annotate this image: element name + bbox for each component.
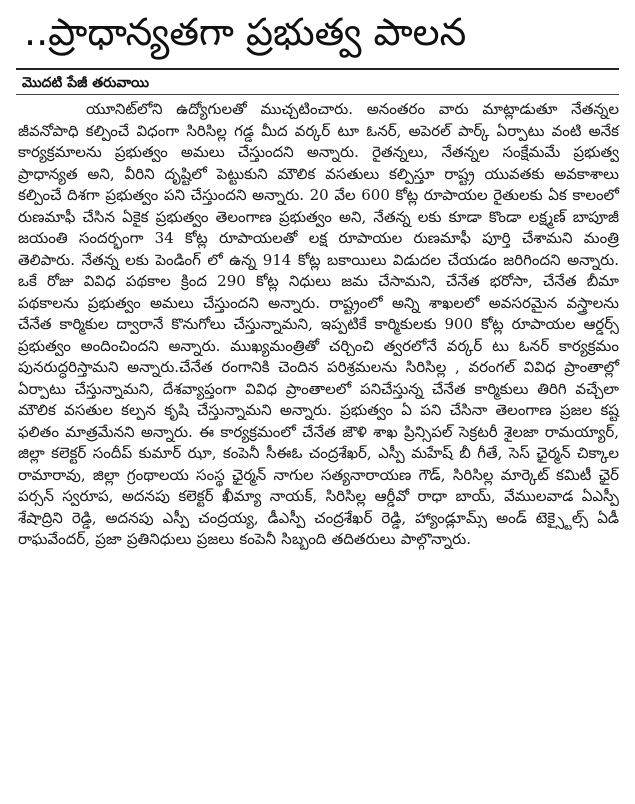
headline-divider <box>16 68 619 70</box>
article-body: యూనిట్‌లోని ఉద్యోగులతో ముచ్చటించారు. అనంతరం వారు మాట్లాడుతూ నేతన్నల జీవనోపాధి కల్పించే విధంగా సిరిసిల్ల గడ్డ మీద వర్కర్ టూ ఓనర్, అపెరల్ పార్క్ ఏర్పాటు వంటి అనేక కార్యక్రమాలను ప్రభుత్వం అమలు చేస్తుందని అన్నారు. రైతన్నలు, నేతన్నల సంక్షేమమే ప్రభుత్వ ప్రాధాన్యత అని, వీరిని దృష్టిలో పెట్టుకుని మౌలిక వసతులు కల్పిస్తూ రాష్ట్ర యువతకు అవకాశాలు కల్పించే దిశగా ప్రభుత్వం పని చేస్తుందని అన్నారు. 20 వేల 600 కోట్ల రూపాయల రైతులకు ఏక కాలంలో రుణమాఫీ చేసిన ఏకైక ప్రభుత్వం తెలంగాణ ప్రభుత్వం అని, నేతన్న లకు కూడా కొండా లక్ష్మణ్ బాపూజీ జయంతి సందర్భంగా 34 కోట్ల రూపాయలతో లక్ష రూపాయల రుణమాఫీ పూర్తి చేశామని మంత్రి తెలిపారు. నేతన్న లకు పెండింగ్ లో ఉన్న 914 కోట్ల బకాయిలు విడుదల చేయడం జరిగిందని అన్నారు. ఒకే రోజు వివిధ పథకాల క్రింద 290 కోట్ల నిధులు జమ చేసామని, చేనేత భరోసా, చేనేత బీమా పథకాలను ప్రభుత్వం అమలు చేస్తుందని అన్నారు. రాష్ట్రంలో అన్ని శాఖలలో అవసరమైన వస్త్రాలను చేనేత కార్మికుల ద్వారానే కొనుగోలు చేస్తున్నామని, ఇప్పటికే కార్మికులకు 900 కోట్ల రూపాయల ఆర్డర్స్ ప్రభుత్వం అందించిందని అన్నారు. ముఖ్యమంత్రితో చర్చించి త్వరలోనే వర్కర్ టు ఓనర్ కార్యక్రమం పునరుద్ధరిస్తామని అన్నారు.చేనేత రంగానికి చెందిన పరిశ్రమలను సిరిసిల్ల , వరంగల్ వివిధ ప్రాంతాల్లో ఏర్పాటు చేస్తున్నామని, దేశవ్యాప్తంగా వివిధ ప్రాంతాలలో పనిచేస్తున్న చేనేత కార్మికులు తిరిగి వచ్చేలా మౌలిక వసతుల కల్పన కృషి చేస్తున్నామని అన్నారు. ప్రభుత్వం ఏ పని చేసినా తెలంగాణ ప్రజల కష్ట ఫలితం మాత్రమేనని అన్నారు. ఈ కార్యక్రమంలో చేనేత జౌళి శాఖ ప్రిన్సిపల్ సెక్రటరీ శైలజా రామయ్యార్, జిల్లా కలెక్టర్ సందీప్ కుమార్ ఝా, కంపెనీ సీఈఓ చంద్రశేఖర్, ఎస్పీ మహేష్ బీ గీతే, సెస్ ఛైర్మన్ చిక్కాల రామారావు, జిల్లా గ్రంథాలయ సంస్థ ఛైర్మన్ నాగుల సత్యనారాయణ గౌడ్, సిరిసిల్ల మార్కెట్ కమిటీ ఛైర్ పర్సన్ స్వరూప, అదనపు కలెక్టర్ ఖీమ్యా నాయక్, సిరిసిల్ల ఆర్డీవో రాధా బాయ్, వేములవాడ ఏఎస్పీ శేషాద్రిని రెడ్డి, అదనపు ఎస్పీ చంద్రయ్య, డీఎస్పీ చంద్రశేఖర్ రెడ్డి, హ్యాండ్లూమ్స్ అండ్ టెక్స్టైల్స్ ఏడీ రాఘవేందర్, ప్రజా ప్రతినిధులు ప్రజలు కంపెనీ సిబ్బంది తదితరులు పాల్గొన్నారు. <box>18 100 619 548</box>
continuation-label: మొదటి పేజీ తరువాయి <box>22 75 149 91</box>
headline: ..ప్రాధాన్యతగా ప్రభుత్వ పాలన <box>24 10 467 54</box>
subhead-divider <box>16 94 619 95</box>
